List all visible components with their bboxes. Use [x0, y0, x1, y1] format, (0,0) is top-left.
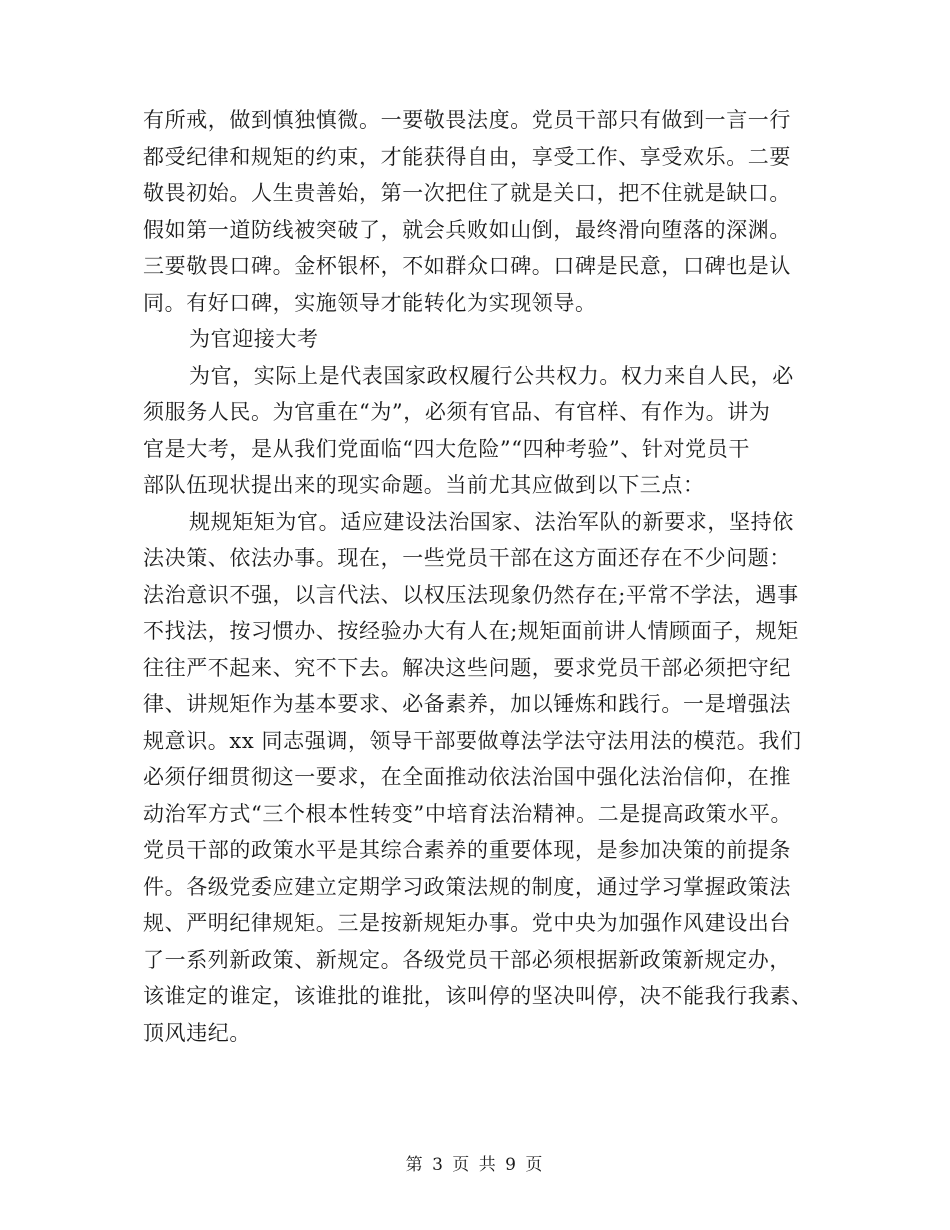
text-line: 规意识。xx 同志强调，领导干部要做尊法学法守法用法的模范。我们	[143, 728, 802, 753]
text-line: 规、严明纪律规矩。三是按新规矩办事。党中央为加强作风建设出台	[143, 911, 791, 935]
text-line: 三要敬畏口碑。金杯银杯，不如群众口碑。口碑是民意，口碑也是认	[143, 254, 791, 278]
text-line: 部队伍现状提出来的现实命题。当前尤其应做到以下三点：	[143, 473, 705, 497]
text-line: 了一系列新政策、新规定。各级党员干部必须根据新政策新规定办，	[143, 947, 791, 972]
text-line: 不找法，按习惯办、按经验办大有人在;规矩面前讲人情顾面子，规矩	[143, 619, 799, 643]
text-line: 同。有好口碑，实施领导才能转化为实现领导。	[143, 290, 597, 315]
text-line: 律、讲规矩作为基本要求、必备素养，加以锤炼和践行。一是增强法	[143, 692, 791, 716]
text-line: 动治军方式“三个根本性转变”中培育法治精神。二是提高政策水平。	[143, 801, 793, 826]
text-line: 法治意识不强，以言代法、以权压法现象仍然存在;平常不学法，遇事	[143, 582, 799, 607]
text-line: 法决策、依法办事。现在，一些党员干部在这方面还存在不少问题：	[143, 546, 791, 570]
text-line: 必须仔细贯彻这一要求，在全面推动依法治国中强化法治信仰，在推	[143, 765, 791, 789]
text-line: 往往严不起来、究不下去。解决这些问题，要求党员干部必须把守纪	[143, 655, 791, 680]
text-line: 须服务人民。为官重在“为”，必须有官品、有官样、有作为。讲为	[143, 400, 771, 424]
text-line: 为官，实际上是代表国家政权履行公共权力。权力来自人民，必	[189, 363, 794, 388]
text-line: 规规矩矩为官。适应建设法治国家、法治军队的新要求，坚持依	[189, 509, 794, 534]
text-line: 有所戒，做到慎独慎微。一要敬畏法度。党员干部只有做到一言一行	[143, 108, 791, 132]
text-line: 假如第一道防线被突破了，就会兵败如山倒，最终滑向堕落的深渊。	[143, 217, 791, 242]
document-body	[143, 102, 813, 1051]
section-heading: 为官迎接大考	[189, 327, 319, 351]
text-line: 顶风违纪。	[143, 1020, 251, 1045]
text-line: 官是大考，是从我们党面临“四大危险”“四种考验”、针对党员干	[143, 436, 750, 461]
text-line: 敬畏初始。人生贵善始，第一次把住了就是关口，把不住就是缺口。	[143, 181, 791, 205]
text-line: 件。各级党委应建立定期学习政策法规的制度，通过学习掌握政策法	[143, 874, 791, 899]
text-line: 该谁定的谁定，该谁批的谁批，该叫停的坚决叫停，决不能我行我素、	[143, 984, 813, 1008]
text-line: 党员干部的政策水平是其综合素养的重要体现，是参加决策的前提条	[143, 838, 791, 862]
page-number-footer: 第 3 页 共 9 页	[405, 1155, 545, 1175]
text-line: 都受纪律和规矩的约束，才能获得自由，享受工作、享受欢乐。二要	[143, 144, 791, 169]
